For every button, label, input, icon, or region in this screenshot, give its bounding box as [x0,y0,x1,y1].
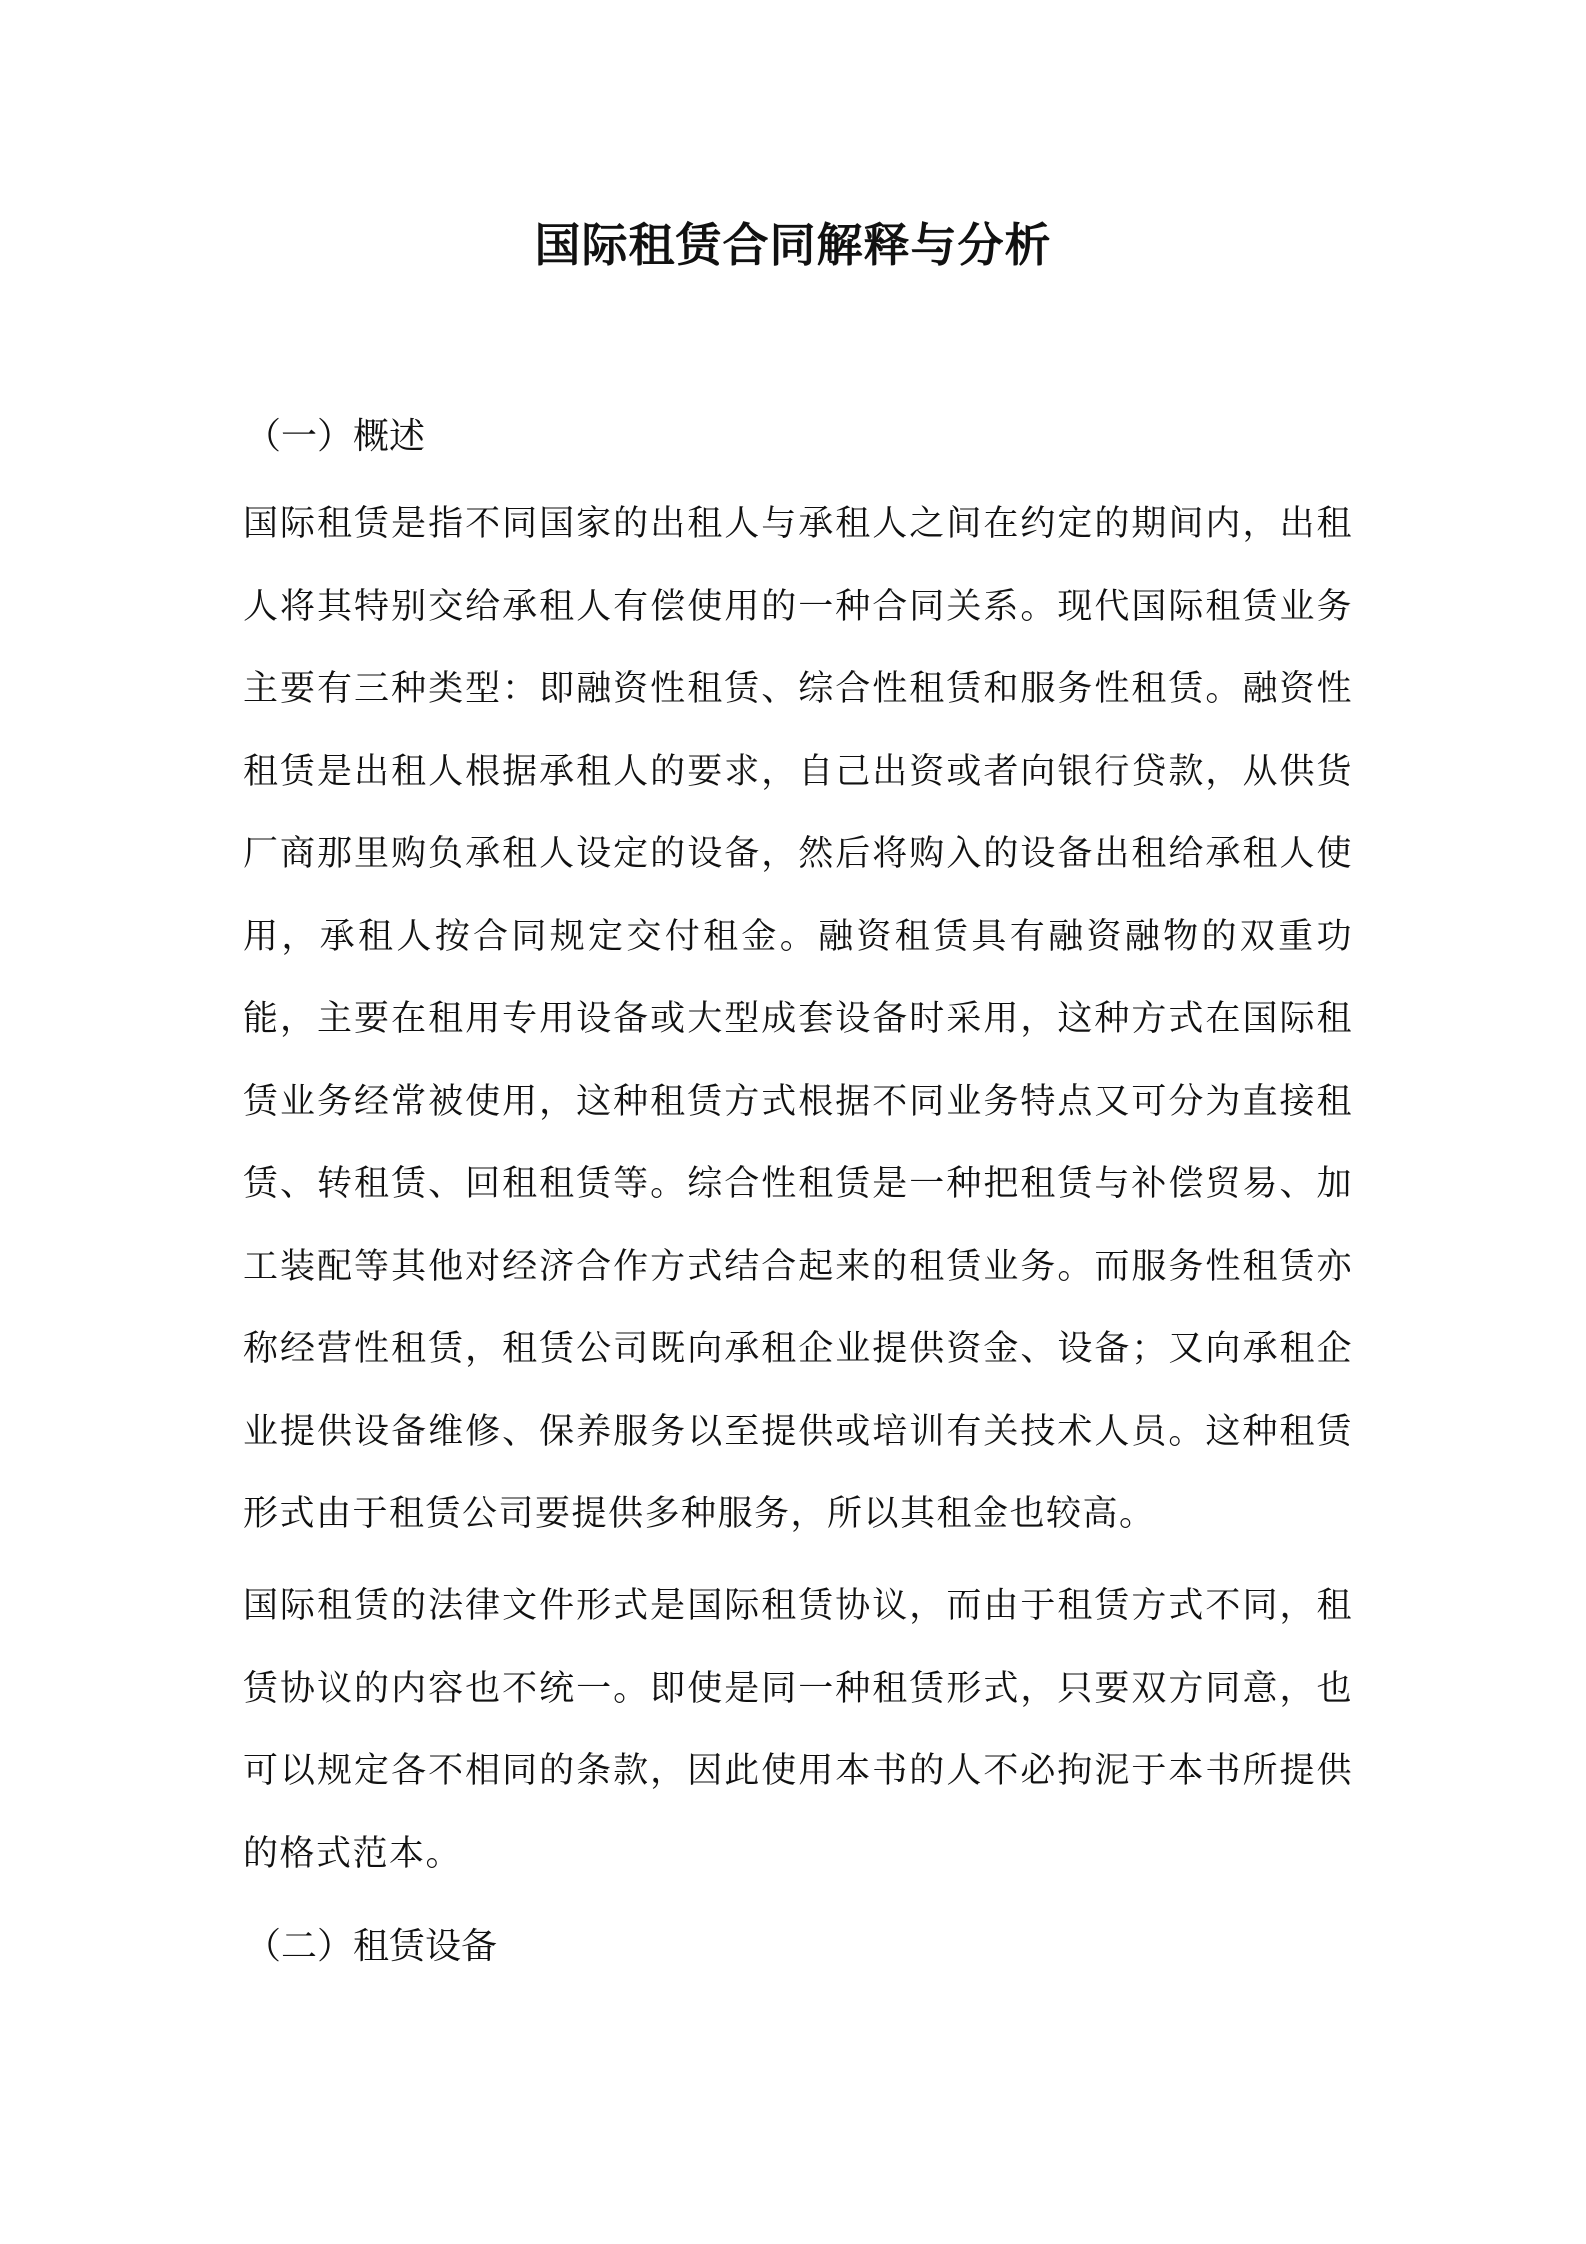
section-heading-leased-equipment: （二）租赁设备 [245,1926,498,1967]
section-heading-overview: （一）概述 [245,416,426,457]
paragraph-overview-1: 国际租赁是指不同国家的出租人与承租人之间在约定的期间内，出租人将其特别交给承租人有偿使用的一种合同关系。现代国际租赁业务主要有三种类型：即融资性租赁、综合性租赁和服务性租赁。融资性租赁是出租人根据承租人的要求，自己出资或者向银行贷款，从供货厂商那里购负承租人设定的设备，然后将购入的设备出租给承租人使用，承租人按合同规定交付租金。融资租赁具有融资融物的双重功能，主要在租用专用设备或大型成套设备时采用，这种方式在国际租赁业务经常被使用，这种租赁方式根据不同业务特点又可分为直接租赁、转租赁、回租租赁等。综合性租赁是一种把租赁与补偿贸易、加工装配等其他对经济合作方式结合起来的租赁业务。而服务性租赁亦称经营性租赁，租赁公司既向承租企业提供资金、设备；又向承租企业提供设备维修、保养服务以至提供或培训有关技术人员。这种租赁形式由于租赁公司要提供多种服务，所以其租金也较高。 [243,504,1353,1534]
paragraph-overview-2: 国际租赁的法律文件形式是国际租赁协议，而由于租赁方式不同，租赁协议的内容也不统一。即使是同一种租赁形式，只要双方同意，也可以规定各不相同的条款，因此使用本书的人不必拘泥于本书所提供的格式范本。 [243,1586,1353,1874]
document-title: 国际租赁合同解释与分析 [534,218,1052,272]
